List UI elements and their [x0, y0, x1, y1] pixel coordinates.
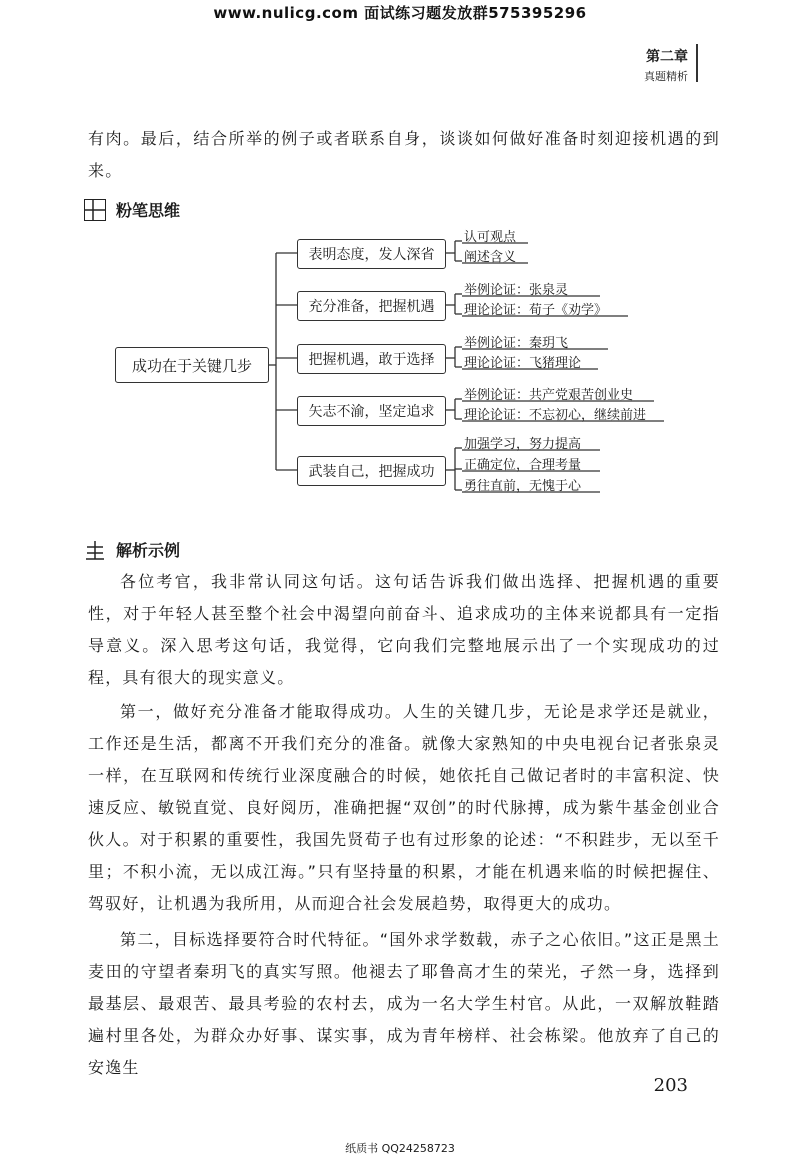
mindmap-branch-node: 武装自己，把握成功 — [297, 456, 446, 486]
intro-line: 有肉。最后，结合所举的例子或者联系自身，谈谈如何做好准备时刻迎接机遇的到来。 — [88, 129, 720, 180]
mindmap-leaf: 举例论证：秦玥飞 — [464, 336, 569, 351]
mindmap-root-node: 成功在于关键几步 — [115, 347, 269, 383]
analysis-paragraph: 第二，目标选择要符合时代特征。“国外求学数载，赤子之心依旧。”这正是黑土麦田的守望者秦玥飞的真实写照。他褪去了耶鲁高才生的荣光，孑然一身，选择到最基层、最艰苦、最具考验的农村去，成为一名大学生村官。从此，一双解放鞋踏遍村里各处，为群众办好事、谋实事，成为青年榜样、社会栋梁。他放弃了自己的安逸生 — [88, 930, 720, 1077]
chapter-title: 第二章 — [646, 49, 688, 65]
footer-note: 纸质书 QQ24258723 — [345, 1142, 455, 1155]
mindmap-branch-node: 充分准备，把握机遇 — [297, 291, 446, 321]
mindmap-branch-node: 表明态度，发人深省 — [297, 239, 446, 269]
mindmap-section-title: 粉笔思维 — [116, 201, 181, 220]
mindmap — [0, 0, 800, 520]
analysis-paragraph: 第一，做好充分准备才能取得成功。人生的关键几步，无论是求学还是就业，工作还是生活，都离不开我们充分的准备。就像大家熟知的中央电视台记者张泉灵一样，在互联网和传统行业深度融合的时候，她依托自己做记者时的丰富积淀、快速反应、敏锐直觉、良好阅历，准确把握“双创”的时代脉搏，成为紫牛基金创业合伙人。对于积累的重要性，我国先贤荀子也有过形象的论述：“不积跬步，无以至千里；不积小流，无以成江海。”只有坚持量的积累，才能在机遇来临的时候把握住、驾驭好，让机遇为我所用，从而迎合社会发展趋势，取得更大的成功。 — [88, 702, 720, 913]
mindmap-leaf: 正确定位，合理考量 — [464, 458, 582, 473]
watermark-header: www.nulicg.com 面试练习题发放群575395296 — [213, 4, 587, 22]
page-number: 203 — [653, 1075, 688, 1096]
mindmap-leaf: 认可观点 — [464, 230, 517, 245]
analysis-section-title: 解析示例 — [116, 541, 181, 560]
chapter-subtitle: 真题精析 — [644, 70, 688, 83]
mindmap-branch-node: 矢志不渝，坚定追求 — [297, 396, 446, 426]
mindmap-leaf: 勇往直前，无愧于心 — [464, 479, 582, 494]
mindmap-branch-node: 把握机遇，敢于选择 — [297, 344, 446, 374]
lightbulb-icon — [84, 539, 106, 561]
mindmap-leaf: 加强学习，努力提高 — [464, 437, 582, 452]
mindmap-leaf: 理论论证：荀子《劝学》 — [464, 303, 608, 318]
mindmap-leaf: 理论论证：不忘初心，继续前进 — [464, 408, 647, 423]
analysis-paragraph: 各位考官，我非常认同这句话。这句话告诉我们做出选择、把握机遇的重要性，对于年轻人甚至整个社会中渴望向前奋斗、追求成功的主体来说都具有一定指导意义。深入思考这句话，我觉得，它向我们完整地展示出了一个实现成功的过程，具有很大的现实意义。 — [88, 572, 720, 687]
analysis-section-heading — [84, 538, 180, 561]
mindmap-leaf: 举例论证：张泉灵 — [464, 283, 569, 298]
mindmap-leaf: 阐述含义 — [464, 250, 517, 265]
mindmap-leaf: 举例论证：共产党艰苦创业史 — [464, 388, 634, 403]
mindmap-leaf: 理论论证：飞猪理论 — [464, 356, 582, 371]
